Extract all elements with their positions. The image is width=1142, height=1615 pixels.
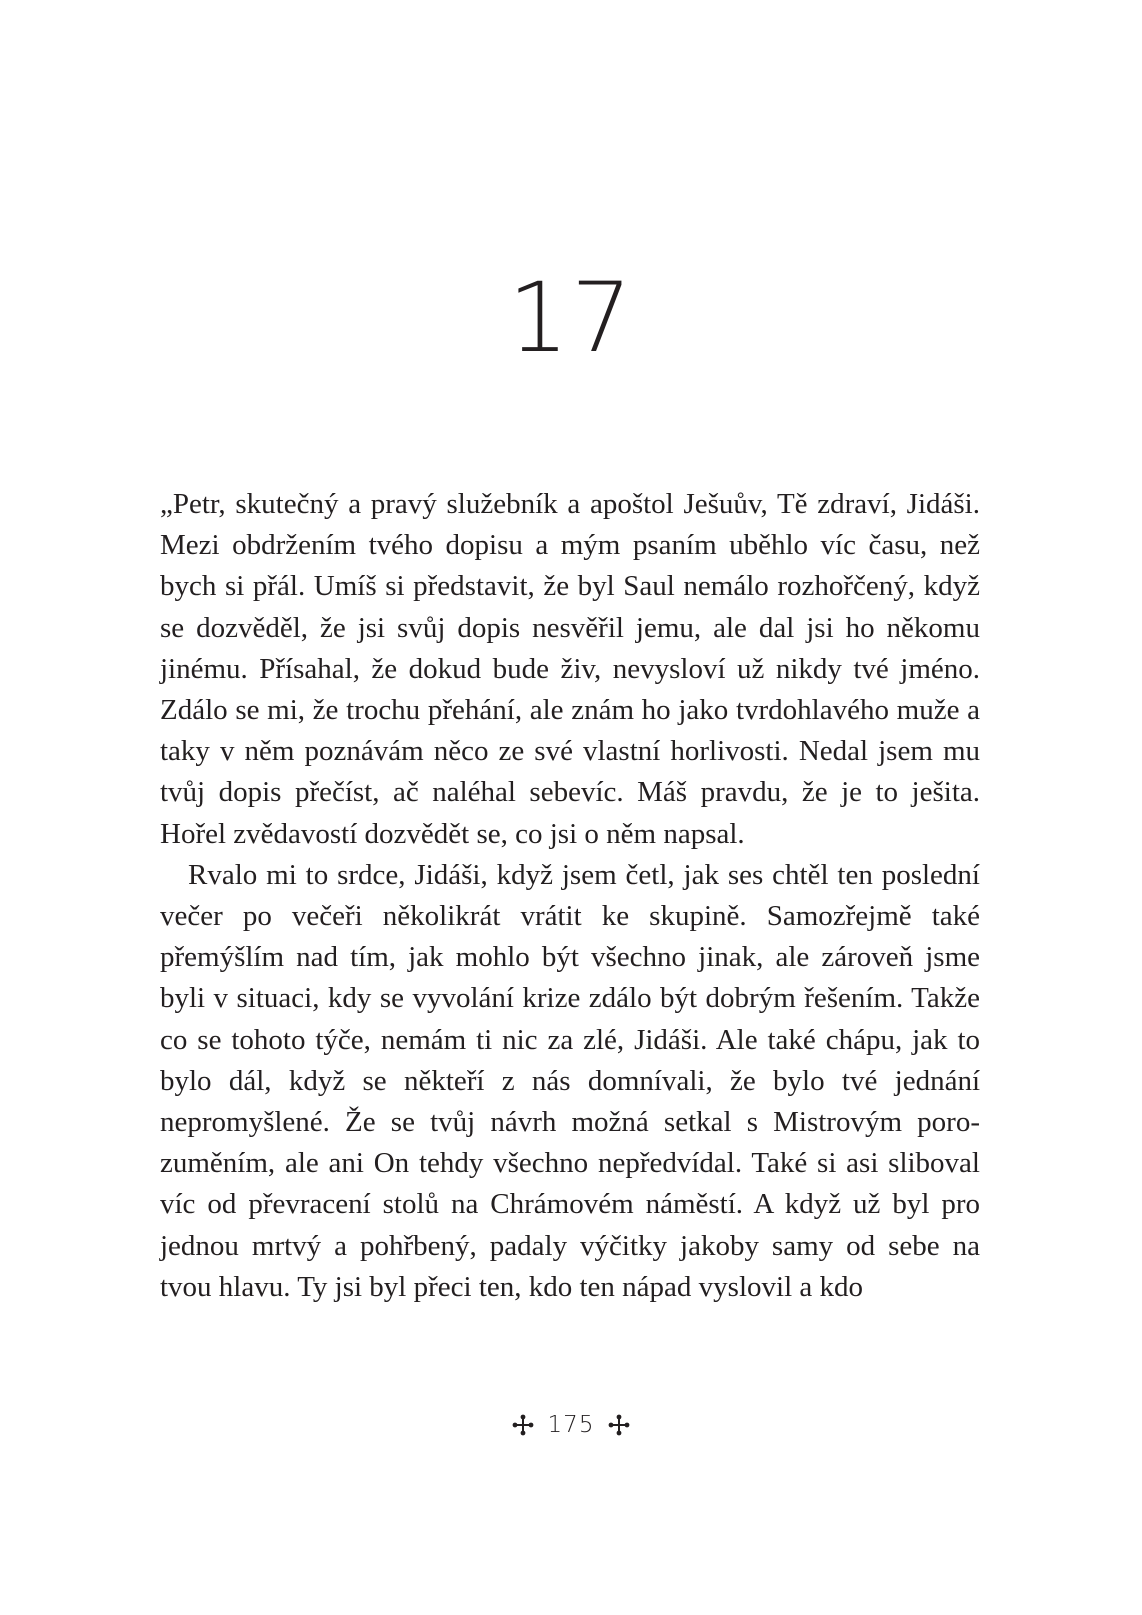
page-number: 175: [547, 1412, 595, 1438]
ornament-right-icon: [608, 1414, 630, 1436]
chapter-number: 17: [507, 262, 635, 374]
paragraph-1: „Petr, skutečný a pravý služebník a apoštol Ješuův, Tě zdraví, Jidáši. Mezi obdržením tvého dopisu a mým psaním uběhlo víc času, než bych si přál. Umíš si představit, že byl Saul nemálo rozhořčený, když se dozvěděl, že jsi svůj dopis nesvěřil jemu, ale dal jsi ho někomu jinému. Přísahal, že dokud bude živ, nevysloví už nikdy tvé jméno. Zdálo se mi, že trochu přehání, ale znám ho jako tvrdohlavého muže a taky v něm poznávám něco ze své vlastní horlivosti. Nedal jsem mu tvůj dopis přečíst, ač naléhal sebevíc. Máš pravdu, že je to ješita. Hořel zvědavostí dozvědět se, co jsi o něm napsal.: [160, 488, 980, 850]
chapter-body: [160, 484, 980, 1308]
ornament-left-icon: [512, 1414, 534, 1436]
paragraph-2: Rvalo mi to srdce, Jidáši, když jsem četl, jak ses chtěl ten poslední večer po večeři několikrát vrátit ke skupině. Samozřejmě také přemýšlím nad tím, jak mohlo být všechno jinak, ale zároveň jsme byli v situaci, kdy se vyvolání krize zdálo být dobrým řešením. Takže co se tohoto týče, nemám ti nic za zlé, Jidáši. Ale také chápu, jak to bylo dál, když se někteří z nás domnívali, že bylo tvé jednání nepromyšlené. Že se tvůj návrh možná setkal s Mistrovým porozuměním, ale ani On tehdy všechno nepředvídal. Také si asi sliboval víc od převracení stolů na Chrámovém náměstí. A když už byl pro jednou mrtvý a pohřbený, padaly výčitky jakoby samy od sebe na tvou hlavu. Ty jsi byl přeci ten, kdo ten nápad vyslovil a kdo: [160, 858, 980, 1303]
page-footer: [0, 1410, 1142, 1440]
